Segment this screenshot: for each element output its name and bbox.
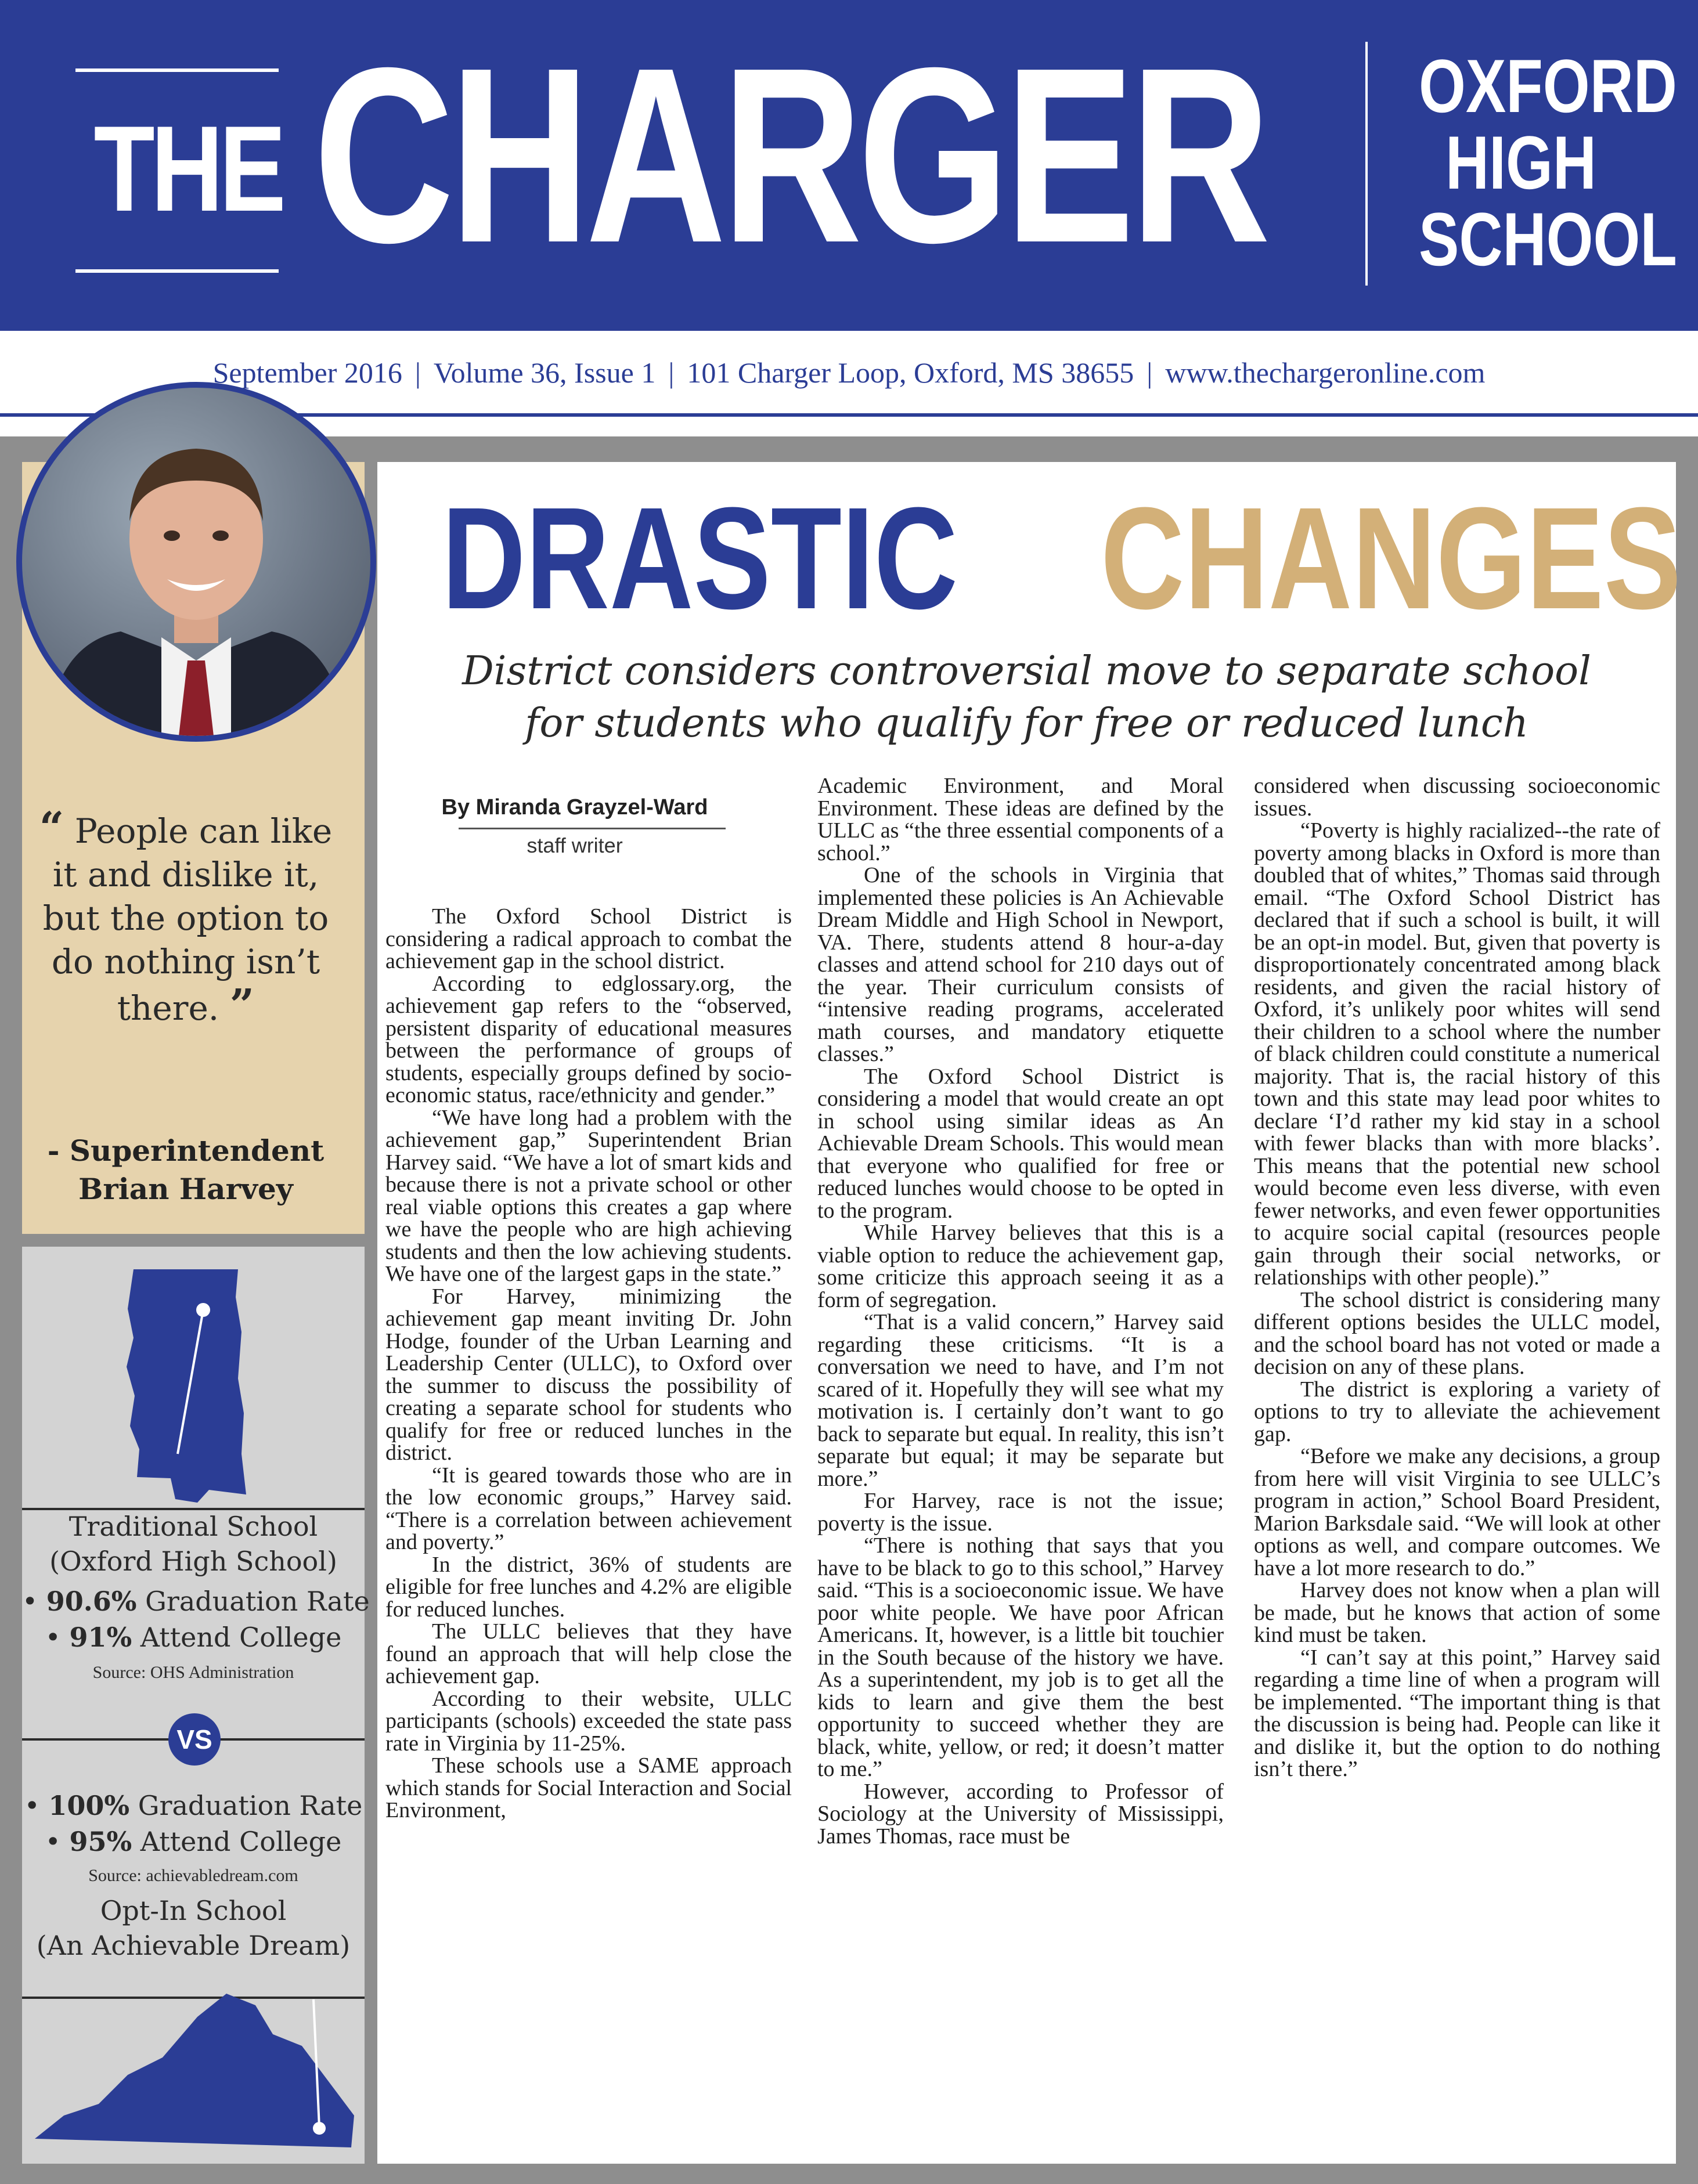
paragraph: The district is exploring a variety of options to try to alleviate the achievement gap.: [1254, 1377, 1660, 1446]
stat-label: Attend College: [140, 1622, 342, 1653]
mississippi-map-icon: [122, 1262, 267, 1506]
paragraph: “Poverty is highly racialized--the rate of poverty among blacks in Oxford is more than doubled that of whites,” Thomas said through email. “The Oxford School District has declared that if such a school is built, it will be an opt-in model. But, given that poverty is disproportionately concentrated among black residents, and given the racial history of Oxford, it’s unlikely poor whites will send their children to a school where the number of black children could constitute a numerical majority. That is, the racial history of this town and this state may lead poor whites to declare ‘I’d rather my kid stay in a school with fewer blacks than with more blacks’. This means that the potential new school would become even less diverse, with even fewer networks, and even fewer opportunities to acquire social capital (resources people gain through their social networks, or relationships with other people).”: [1254, 818, 1660, 1290]
paragraph: “We have long had a problem with the achievement gap,” Superintendent Brian Harvey said. “We have a lot of smart kids and because there is not a private school or other real viable options this creates a gap where we have the people who are high achieving students and then the low achieving students. We have one of the largest gaps in the state.”: [385, 1105, 792, 1286]
paragraph: The school district is considering many different options besides the ULLC model, and the school board has not voted or made a decision on any of these plans.: [1254, 1287, 1660, 1379]
optin-college-stat: [22, 1824, 365, 1860]
byline: By Miranda Grayzel-Ward: [441, 795, 708, 820]
stat-label: Graduation Rate: [138, 1790, 363, 1821]
stat-value: 91%: [69, 1622, 132, 1653]
byline-rule: [459, 828, 726, 829]
traditional-graduation-stat: [22, 1583, 370, 1619]
paragraph: The Oxford School District is considering a radical approach to combat the achievement gap in the school district.: [385, 905, 792, 973]
bullet: •: [24, 1790, 40, 1821]
masthead-the-text: THE: [93, 100, 283, 237]
portrait-illustration: [22, 388, 370, 736]
vs-badge: VS: [168, 1713, 221, 1766]
optin-source: Source: achievabledream.com: [88, 1866, 298, 1885]
article-column-1: [385, 905, 792, 2162]
issue-date: September 2016: [212, 356, 402, 389]
byline-role: staff writer: [527, 833, 623, 857]
stat-value: 95%: [69, 1826, 132, 1857]
article-headline: [377, 477, 1682, 639]
masthead-divider: [1365, 42, 1368, 286]
paragraph: “That is a valid concern,” Harvey said regarding these criticisms. “It is a conversation we need to have, and I’m not scared of it. Hopefully they will see what my motivation is. I certainly don’t want to go back to separate but equal. In reality, this isn’t separate but equal; it may be separate but more.”: [817, 1310, 1224, 1491]
info-separator: |: [414, 356, 421, 389]
stat-value: 90.6%: [46, 1586, 137, 1617]
paragraph: considered when discussing socioeconomic issues.: [1254, 775, 1660, 821]
stat-label: Attend College: [140, 1826, 342, 1857]
newspaper-title: CHARGER: [313, 16, 1267, 295]
attribution-name: Brian Harvey: [78, 1172, 293, 1206]
paragraph: One of the schools in Virginia that implemented these policies is An Achievable Dream Middle and High School in Newport, VA. There, students attend 8 hour-a-day classes and attend school for 210 days out of the year. Their curriculum consists of “intensive reading programs, accelerated math courses, and mandatory etiquette classes.”: [817, 863, 1224, 1066]
open-quote-mark: “: [39, 803, 64, 853]
traditional-school-heading: Traditional School: [69, 1511, 318, 1542]
school-name-line: OXFORD: [1419, 44, 1677, 128]
school-name-line: HIGH: [1445, 120, 1596, 205]
virginia-map-icon: [29, 1982, 360, 2156]
headline-part-changes: CHANGES: [1101, 477, 1682, 639]
superintendent-photo: [16, 382, 376, 742]
paragraph: “There is nothing that says that you have to be black to go to this school,” Harvey said. “This is a socioeconomic issue. We have poor white people. We have poor African Americans. It, however, is a little bit touchier in the South because of the history we have. As a superintendent, my job is to get all the kids to learn and give them the best opportunity to succeed whether they are black, white, yellow, or red; it doesn’t matter to me.”: [817, 1533, 1224, 1781]
paragraph: The Oxford School District is considering a model that would create an opt in school using similar ideas as An Achievable Dream Schools. This would mean that everyone who qualified for free or reduced lunches would choose to be opted in to the program.: [817, 1064, 1224, 1223]
article-column-3: [1254, 775, 1660, 2162]
traditional-college-stat: [22, 1619, 365, 1655]
bullet: •: [45, 1826, 61, 1857]
deck-line: for students who qualify for free or reduced lunch: [525, 701, 1528, 746]
bullet: •: [22, 1586, 38, 1617]
pull-quote: [35, 803, 337, 1030]
issue-volume: Volume 36, Issue 1: [433, 356, 656, 389]
paragraph: “I can’t say at this point,” Harvey said regarding a time line of when a program will be implemented. “The important thing is that the discussion is being had. People can like it and dislike it, but the option to do nothing isn’t there.”: [1254, 1645, 1660, 1781]
masthead-rule-top: [75, 68, 279, 72]
paragraph: For Harvey, race is not the issue; poverty is the issue.: [817, 1489, 1224, 1536]
traditional-school-subheading: (Oxford High School): [49, 1546, 337, 1577]
masthead-the: [75, 68, 283, 273]
optin-school-subheading: (An Achievable Dream): [36, 1930, 351, 1961]
school-address: 101 Charger Loop, Oxford, MS 38655: [687, 356, 1134, 389]
paragraph: According to edglossary.org, the achievement gap refers to the “observed, persistent disparity of educational measures between the performance of groups of students, especially groups defined by socio-economic status, race/ethnicity and gender.”: [385, 971, 792, 1107]
info-separator: |: [668, 356, 675, 389]
paragraph: While Harvey believes that this is a viable option to reduce the achievement gap, some criticize this approach seeing it as a form of segregation.: [817, 1221, 1224, 1312]
paragraph: Academic Environment, and Moral Environment. These ideas are defined by the ULLC as “the three essential components of a school.”: [817, 775, 1224, 865]
stat-label: Graduation Rate: [145, 1586, 370, 1617]
optin-graduation-stat: [22, 1788, 365, 1824]
info-separator: |: [1147, 356, 1153, 389]
headline-part-drastic: DRASTIC: [442, 477, 958, 639]
deck-line: District considers controversial move to separate school: [462, 648, 1591, 694]
paragraph: Harvey does not know when a plan will be made, but he knows that action of some kind must be taken.: [1254, 1578, 1660, 1647]
masthead-rule-bottom: [75, 269, 279, 273]
masthead: [0, 0, 1698, 331]
quote-attribution: [35, 1132, 337, 1208]
school-name: [1419, 44, 1677, 281]
pull-quote-text: People can like it and dislike it, but the option to do nothing isn’t there.: [42, 811, 333, 1028]
website-link[interactable]: www.thechargeronline.com: [1165, 356, 1486, 389]
school-name-line: SCHOOL: [1419, 197, 1677, 281]
paragraph: According to their website, ULLC participants (schools) exceeded the state pass rate in Virginia by 11-25%.: [385, 1686, 792, 1756]
close-quote-mark: ”: [229, 980, 255, 1030]
article-deck: [377, 645, 1676, 750]
traditional-source: Source: OHS Administration: [92, 1663, 294, 1682]
paragraph: The ULLC believes that they have found an approach that will help close the achievement gap.: [385, 1619, 792, 1688]
paragraph: “It is geared towards those who are in the low economic groups,” Harvey said. “There is a correlation between achievement and poverty.”: [385, 1463, 792, 1554]
bullet: •: [45, 1622, 61, 1653]
optin-school-heading: Opt-In School: [100, 1895, 287, 1926]
paragraph: In the district, 36% of students are eligible for free lunches and 4.2% are eligible for reduced lunches.: [385, 1552, 792, 1622]
paragraph: However, according to Professor of Sociology at the University of Mississippi, James Thomas, race must be: [817, 1779, 1224, 1849]
stat-value: 100%: [48, 1790, 130, 1821]
paragraph: These schools use a SAME approach which stands for Social Interaction and Social Environment,: [385, 1753, 792, 1822]
paragraph: “Before we make any decisions, a group from here will visit Virginia to see ULLC’s program in action,” School Board President, Marion Barksdale said. “We will look at other options as well, and compare outcomes. We have a lot more research to do.”: [1254, 1444, 1660, 1580]
attribution-title: - Superintendent: [47, 1133, 325, 1168]
article-column-2: [817, 775, 1224, 2162]
paragraph: For Harvey, minimizing the achievement gap meant inviting Dr. John Hodge, founder of the Urban Learning and Leadership Center (ULLC), to Oxford over the summer to discuss the possibility of creating a separate school for students who qualify for free or reduced lunches in the district.: [385, 1284, 792, 1465]
